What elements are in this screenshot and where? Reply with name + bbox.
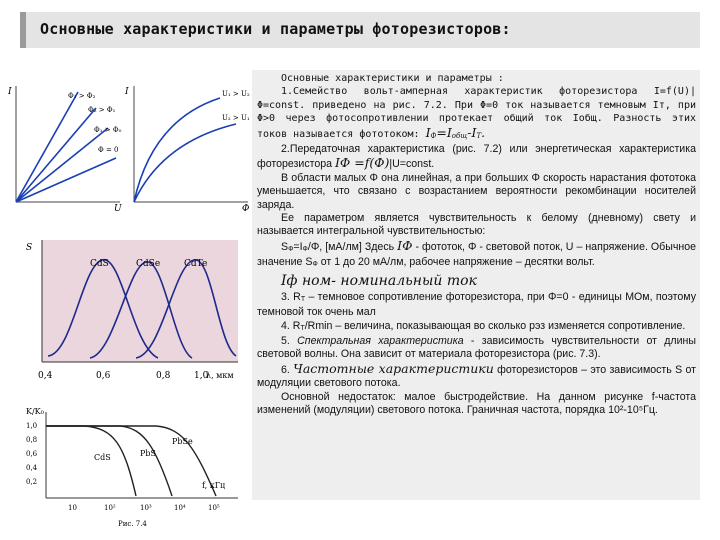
figure-caption: Рис. 7.4 (118, 520, 147, 528)
x-tick-label: 10⁴ (174, 504, 186, 512)
spectral-characteristic-svg (24, 236, 246, 386)
y-axis-label: I (125, 87, 129, 97)
curve-label-1: U₁ > U₂ (222, 90, 250, 98)
frequency-characteristic-svg (24, 404, 246, 532)
curve-label-3: Φ₁ > Φ₀ (94, 126, 122, 134)
x-tick-label: 1,0 (194, 371, 209, 381)
paragraph-frequency: 6. Частотные характеристики фоторезисторов – это зависимость S от модуляции светового потока. (257, 360, 697, 390)
x-tick-label: 0,8 (156, 371, 171, 381)
page-title: Основные характеристики и параметры фоторезисторов: (40, 20, 511, 38)
curve-label-2: U₂ > U₁ (222, 114, 250, 122)
iv-characteristics-svg (4, 80, 124, 212)
material-label-pbs: PbS (140, 449, 156, 458)
x-tick-label: 10³ (140, 504, 152, 512)
y-tick-label: 0,4 (26, 464, 38, 472)
paragraph-iv-text: 1.Семейство вольт-амперная характеристик фоторезистора I=f(U)|Φ=const. приведено на рис. 7.2. При Φ=0 ток называется темновым Iт, при Φ>0 через фотосопротивлении протекает общий ток Iобщ. Разность этих токов называется фототоком: (257, 86, 696, 140)
intro-line: Основные характеристики и параметры : (281, 73, 504, 84)
y-tick-label: 0,2 (26, 478, 38, 486)
paragraph-spectral: 5. Спектральная характеристика - зависимость чувствительности от длины световой волны. Она зависит от материала фоторезистора (рис. 7.3). (257, 334, 696, 361)
nominal-current: Iф ном- номинальный ток (281, 272, 477, 289)
y-tick-label: 0,8 (26, 436, 38, 444)
iv-characteristics-figure (4, 80, 124, 212)
material-label-cds: CdS (94, 453, 111, 462)
material-label-pbse: PbSe (172, 437, 193, 446)
curve-label-2: Φ₂ > Φ₁ (88, 106, 116, 114)
x-axis-label: U (114, 204, 122, 212)
spectral-characteristic-figure (24, 236, 246, 386)
material-label-cds: CdS (90, 259, 109, 269)
y-tick-label: 0,6 (26, 450, 38, 458)
paragraph-sensitivity-formula: $S_Ф=I_Ф/\Phi$, [мА/лм] Здесь IФ - фототок, Φ - световой поток, U – напряжение. Обычное значение $S_Ф$ от 1 до 20 мА/лм, рабочее напряжение – десятки вольт. (257, 237, 696, 269)
curve-label-4: Φ = 0 (98, 146, 119, 154)
x-tick-label: 10² (104, 504, 116, 512)
y-tick-label: 1,0 (26, 422, 38, 430)
text-panel (252, 70, 700, 500)
paragraph-drawback: Основной недостаток: малое быстродействие. На данном рисунке f-частота изменений (модуляции) светового потока. Граничная частота, порядка 10²-10⁵Гц. (257, 390, 696, 416)
paragraph-iv (257, 85, 696, 143)
x-tick-label: 0,4 (38, 371, 53, 381)
material-label-cdse: CdSe (136, 259, 161, 269)
x-axis-unit: f, кГц (202, 481, 226, 490)
y-axis-label: I (8, 87, 12, 97)
x-tick-label: 10 (68, 504, 77, 512)
material-label-cdte: CdTe (184, 259, 208, 269)
x-axis-label: Φ (242, 204, 250, 212)
paragraph-dark-resistance: 3. $R_Т$ – темновое сопротивление фоторезистора, при Φ=0 - единицы МОм, поэтому темновой ток очень мал (257, 290, 696, 319)
title-bar (20, 12, 700, 48)
paragraph-transfer: 2.Передаточная характеристика (рис. 7.2) или энергетическая характеристика фоторезистора IФ =f(Φ)|U=const. (257, 143, 696, 171)
transfer-characteristic-svg (124, 80, 252, 212)
phototoc-formula: $I_Ф=I_{общ}-I_Т$. (425, 124, 486, 140)
paragraph-sensitivity: Ее параметром является чувствительность к белому (дневному) свету и называется интегральной чувствительностью: (257, 212, 696, 238)
y-axis-label: S (26, 243, 33, 253)
x-tick-label: 0,6 (96, 371, 111, 381)
transfer-formula: IФ =f(Φ) (334, 155, 390, 171)
transfer-characteristic-figure (124, 80, 252, 212)
frequency-characteristic-figure (24, 404, 246, 532)
curve-label-1: Φ₁ > Φ₂ (68, 92, 96, 100)
x-tick-label: 10⁵ (208, 504, 220, 512)
paragraph-linear: В области малых Φ она линейная, а при больших Φ скорость нарастания фототока уменьшается, что связано с возрастанием вероятности рекомбинации носителей заряда. (257, 171, 696, 211)
x-axis-unit: λ, мкм (206, 371, 234, 380)
paragraph-resistance-ratio: 4. $R_Т$/Rmin – величина, показывающая во сколько рэз изменяется сопротивление. (281, 319, 686, 332)
y-axis-label: K/K₀ (26, 407, 44, 416)
